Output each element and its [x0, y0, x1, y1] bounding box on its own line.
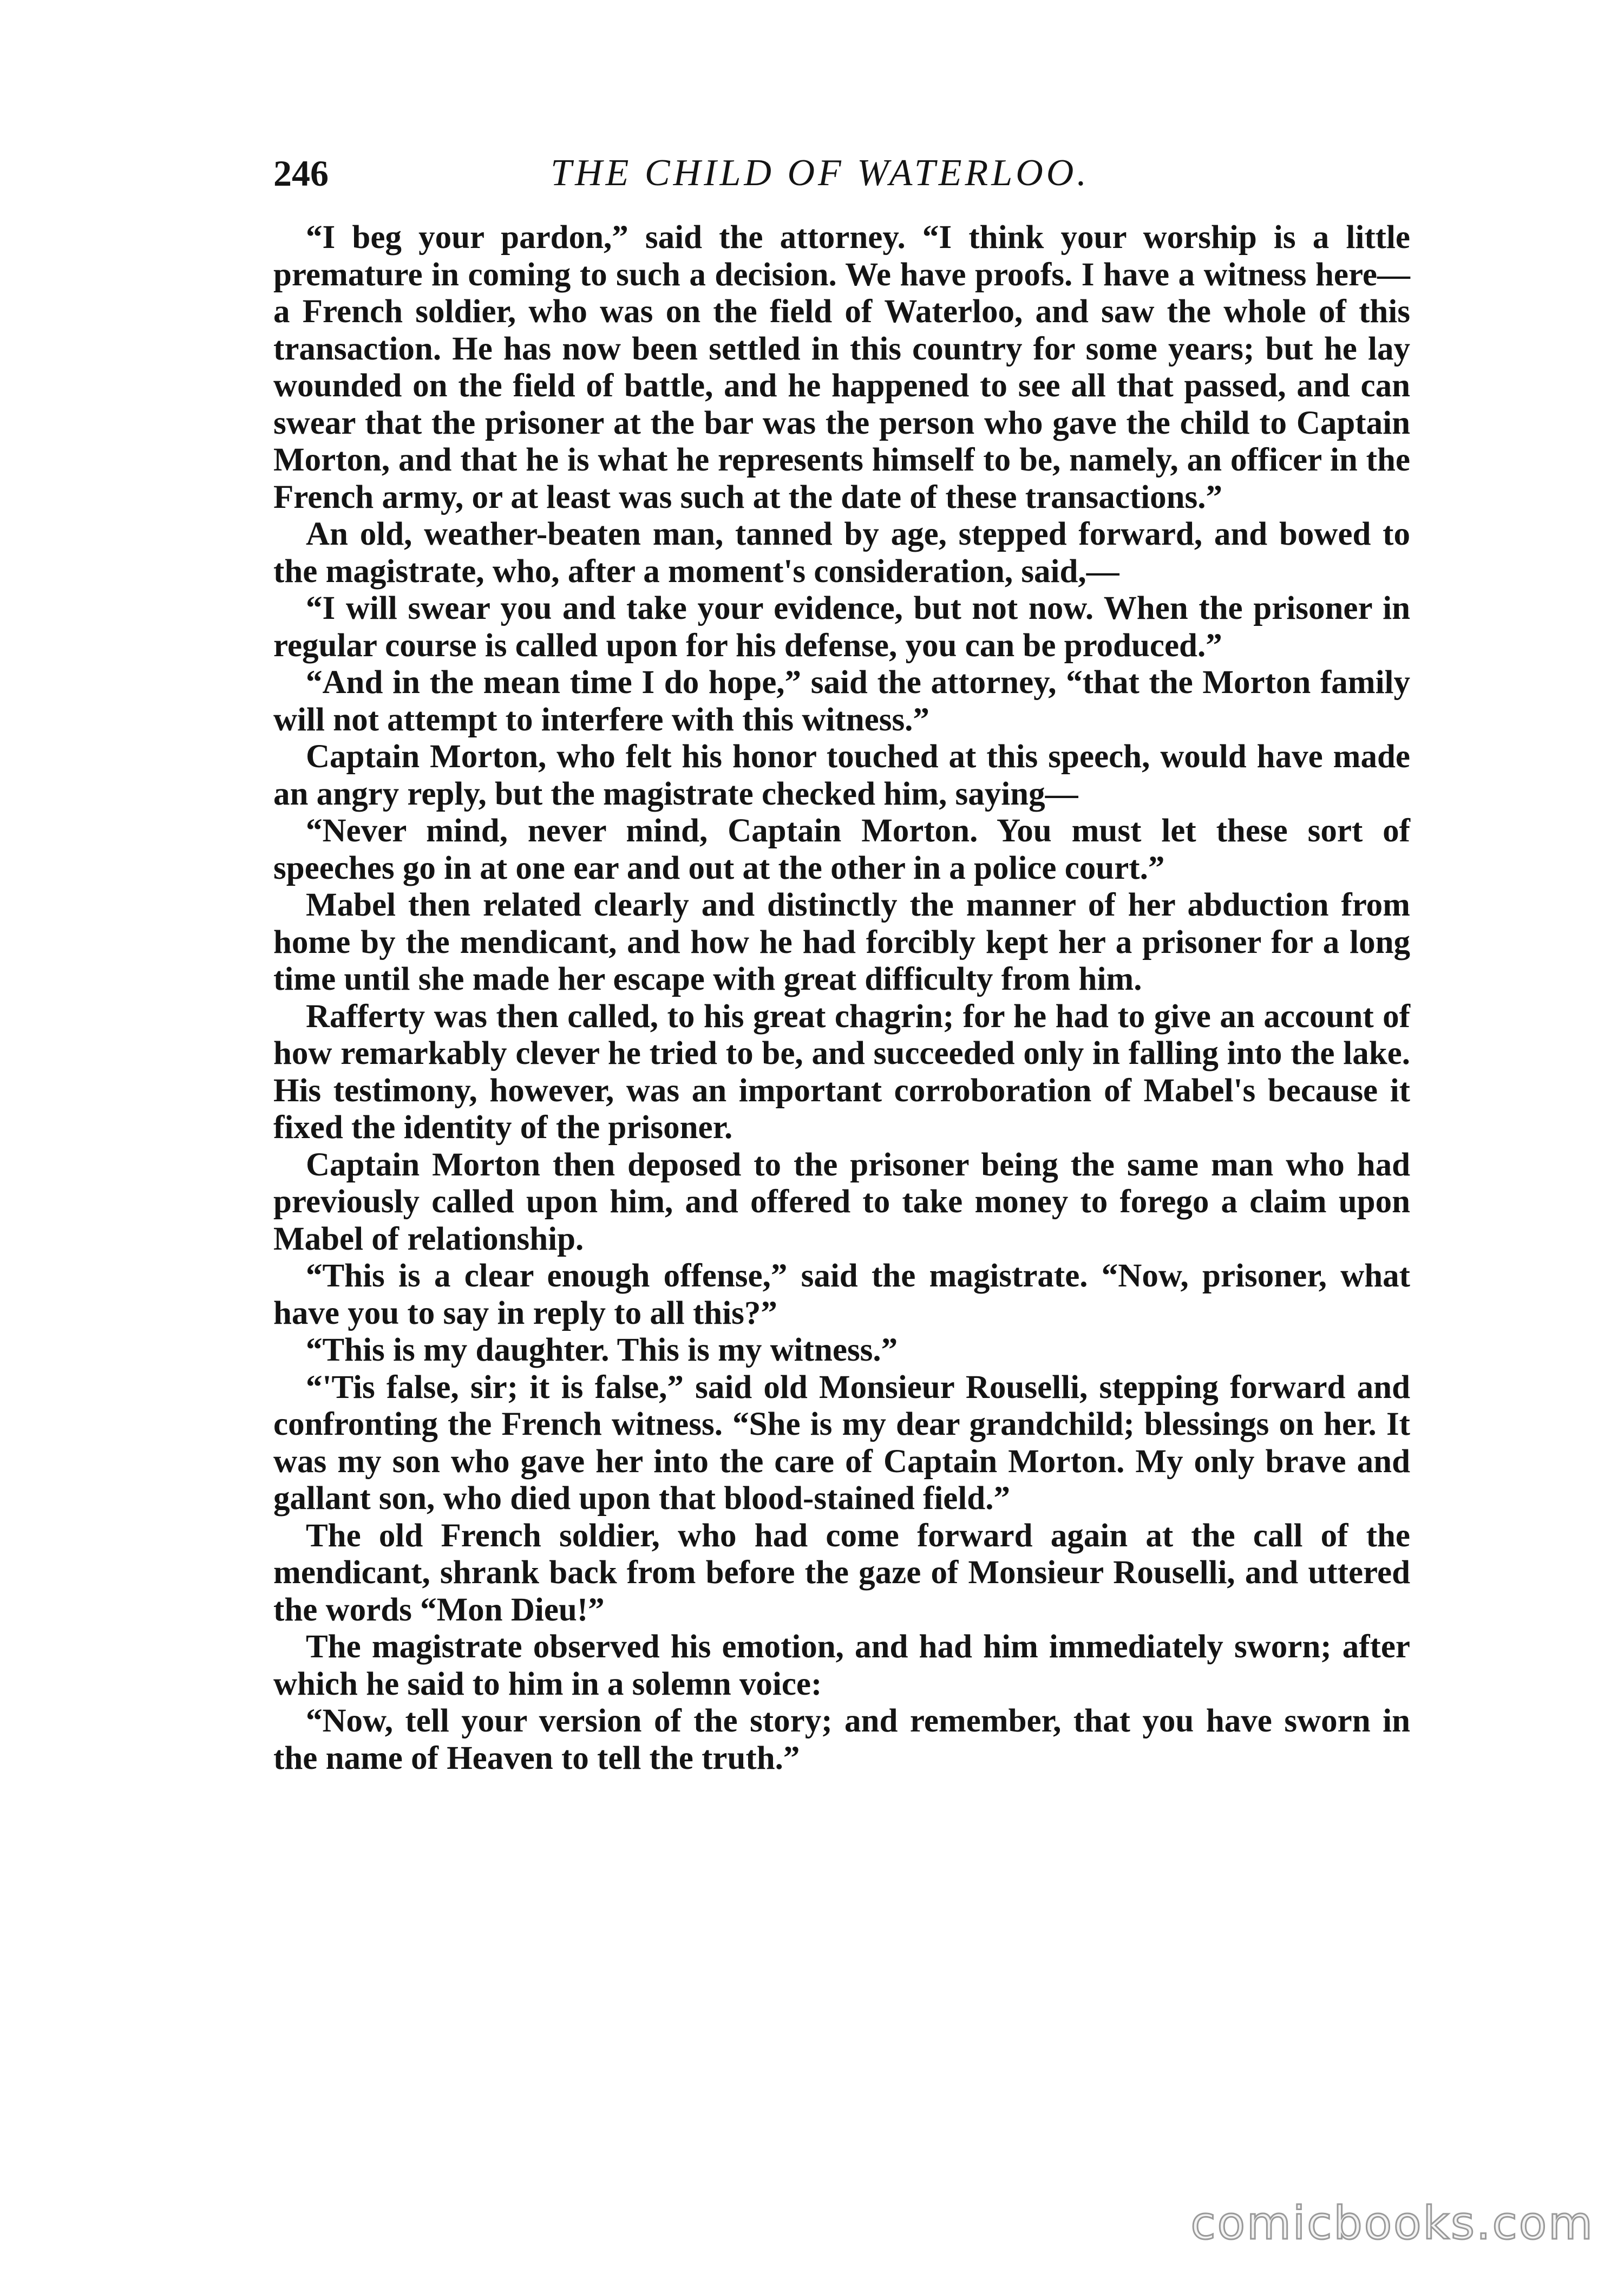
paragraph: “'Tis false, sir; it is false,” said old Monsieur Rouselli, stepping forward and confronting the French witness. “She is my dear grandchild; blessings on her. It was my son who gave her into the care of Captain Morton. My only brave and gallant son, who died upon that blood-stained field.” — [273, 1369, 1410, 1517]
page-number: 246 — [273, 153, 329, 194]
paragraph: “Now, tell your version of the story; and remember, that you have sworn in the name of Heaven to tell the truth.” — [273, 1703, 1410, 1776]
watermark: comicbooks.com — [1190, 2197, 1594, 2250]
paragraph: “Never mind, never mind, Captain Morton. You must let these sort of speeches go in at one ear and out at the other in a police court.” — [273, 813, 1410, 886]
paragraph: Captain Morton, who felt his honor touched at this speech, would have made an angry reply, but the magistrate checked him, saying— — [273, 739, 1410, 812]
paragraph: “I beg your pardon,” said the attorney. “I think your worship is a little premature in coming to such a decision. We have proofs. I have a witness here—a French soldier, who was on the field of Waterloo, and saw the whole of this transaction. He has now been settled in this country for some years; but he lay wounded on the field of battle, and he happened to see all that passed, and can swear that the prisoner at the bar was the person who gave the child to Captain Morton, and that he is what he represents himself to be, namely, an officer in the French army, or at least was such at the date of these transactions.” — [273, 219, 1410, 515]
paragraph: “This is my daughter. This is my witness.” — [306, 1332, 898, 1368]
paragraph: “This is a clear enough offense,” said the magistrate. “Now, prisoner, what have you to say in reply to all this?” — [273, 1258, 1410, 1331]
paragraph: Rafferty was then called, to his great chagrin; for he had to give an account of how remarkably clever he tried to be, and succeeded only in falling into the lake. His testimony, however, was an important corroboration of Mabel's because it fixed the identity of the prisoner. — [273, 998, 1410, 1146]
paragraph: An old, weather-beaten man, tanned by age, stepped forward, and bowed to the magistrate, who, after a moment's consideration, said,— — [273, 516, 1410, 590]
paragraph: “I will swear you and take your evidence, but not now. When the prisoner in regular course is called upon for his defense, you can be produced.” — [273, 590, 1410, 664]
paragraph: “And in the mean time I do hope,” said the attorney, “that the Morton family will not attempt to interfere with this witness.” — [273, 664, 1410, 738]
body-text — [273, 219, 1410, 1777]
paragraph: Mabel then related clearly and distinctly the manner of her abduction from home by the mendicant, and how he had forcibly kept her a prisoner for a long time until she made her escape with great difficulty from him. — [273, 887, 1410, 997]
paragraph: Captain Morton then deposed to the prisoner being the same man who had previously called upon him, and offered to take money to forego a claim upon Mabel of relationship. — [273, 1146, 1410, 1257]
paragraph: The magistrate observed his emotion, and had him immediately sworn; after which he said to him in a solemn voice: — [273, 1629, 1410, 1702]
page-header — [273, 149, 1367, 198]
paragraph: The old French soldier, who had come forward again at the call of the mendicant, shrank back from before the gaze of Monsieur Rouselli, and uttered the words “Mon Dieu!” — [273, 1517, 1410, 1628]
running-title: THE CHILD OF WATERLOO. — [551, 152, 1090, 194]
